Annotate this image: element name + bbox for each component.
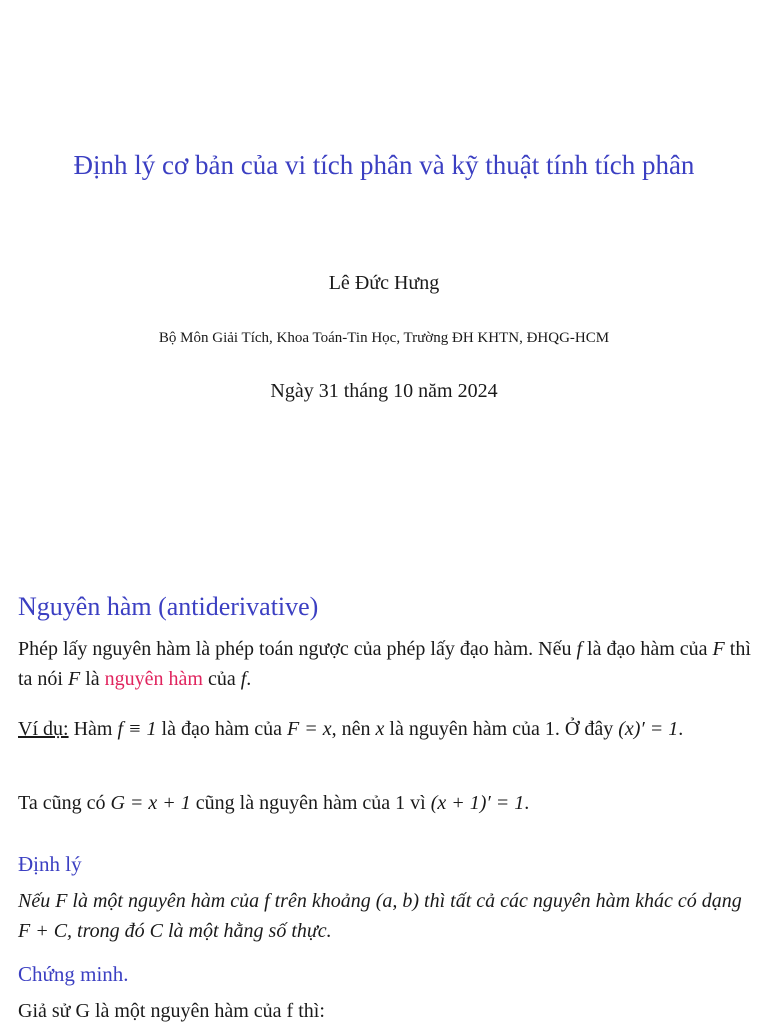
- text-segment: .: [246, 668, 252, 690]
- presentation-date: Ngày 31 tháng 10 năm 2024: [270, 380, 498, 402]
- math-expression: F = x: [287, 718, 332, 740]
- math-expression: (x + 1)′ = 1: [430, 792, 525, 814]
- math-expression: G = x + 1: [110, 792, 191, 814]
- example-label: Ví dụ:: [18, 718, 69, 740]
- proof-heading: Chứng minh.: [18, 962, 129, 986]
- proof-text: Giả sử G là một nguyên hàm của f thì:: [18, 1000, 325, 1022]
- text-segment: là đạo hàm của: [582, 638, 713, 660]
- text-segment: là: [80, 668, 105, 690]
- math-expression: x: [375, 718, 385, 740]
- content-slide: [0, 512, 768, 1024]
- presentation-title: Định lý cơ bản của vi tích phân và kỹ thuật tính tích phân: [73, 150, 695, 180]
- highlighted-term: nguyên hàm: [104, 668, 203, 690]
- affiliation: Bộ Môn Giải Tích, Khoa Toán-Tin Học, Trường ĐH KHTN, ĐHQG-HCM: [158, 330, 610, 346]
- text-segment: .: [524, 792, 530, 814]
- text-segment: Phép lấy nguyên hàm là phép toán ngược của phép lấy đạo hàm. Nếu: [18, 638, 577, 660]
- math-f: f: [240, 668, 247, 690]
- text-segment: Ta cũng có: [18, 792, 111, 814]
- math-F: F: [68, 668, 81, 690]
- text-segment: , nên: [331, 718, 376, 740]
- second-example-paragraph: [18, 788, 753, 818]
- theorem-heading: Định lý: [18, 852, 82, 876]
- theorem-statement: Nếu F là một nguyên hàm của f trên khoảng (a, b) thì tất cả các nguyên hàm khác có dạng F + C, trong đó C là một hằng số thực.: [18, 890, 742, 942]
- example-paragraph: [18, 714, 753, 744]
- definition-paragraph: [18, 634, 753, 694]
- math-expression: f ≡ 1: [117, 718, 157, 740]
- text-segment: là nguyên hàm của 1. Ở đây: [384, 718, 619, 740]
- text-segment: là đạo hàm của: [156, 718, 288, 740]
- math-f: f: [576, 638, 583, 660]
- frame-title: Nguyên hàm (antiderivative): [18, 592, 319, 621]
- text-segment: cũng là nguyên hàm của 1 vì: [190, 792, 431, 814]
- math-expression: (x)′ = 1: [618, 718, 679, 740]
- text-segment: .: [678, 718, 684, 740]
- math-F: F: [712, 638, 725, 660]
- text-segment: Hàm: [68, 718, 118, 740]
- text-segment: thì ta nói: [18, 638, 751, 690]
- text-segment: của: [202, 668, 241, 690]
- author-name: Lê Đức Hưng: [328, 272, 440, 294]
